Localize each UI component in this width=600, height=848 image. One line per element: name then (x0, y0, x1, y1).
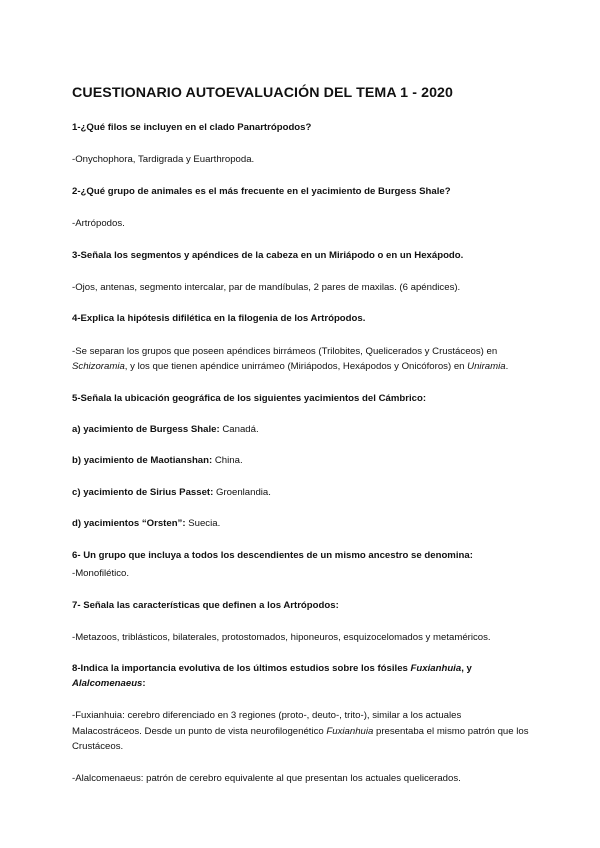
item-answer: China. (214, 455, 243, 467)
question-2: 2-¿Qué grupo de animales es el más frecuente en el yacimiento de Burgess Shale? (72, 185, 451, 197)
question-7: 7- Señala las características que definen a los Artrópodos: (72, 599, 339, 611)
answer-4-text-1: -Se separan los grupos que poseen apéndices birrámeos (Trilobites, Quelicerados y Crustáceos) en (72, 345, 498, 357)
answer-3: -Ojos, antenas, segmento intercalar, par de mandíbulas, 2 pares de maxilas. (6 apéndices). (72, 282, 461, 294)
question-8-text-2: , y (461, 663, 472, 675)
question-8-italic-2: Alalcomenaeus (72, 677, 143, 689)
item-answer: Groenlandia. (215, 486, 271, 498)
answer-2: -Artrópodos. (72, 218, 125, 230)
answer-8-fuxianhuia (72, 708, 532, 754)
item-label: d) yacimientos “Orsten”: (72, 518, 186, 530)
question-5-item-b (72, 454, 532, 468)
answer-1: -Onychophora, Tardigrada y Euarthropoda. (72, 154, 255, 166)
item-answer: Canadá. (222, 424, 259, 436)
question-6: 6- Un grupo que incluya a todos los descendientes de un mismo ancestro se denomina: (72, 549, 473, 561)
question-1: 1-¿Qué filos se incluyen en el clado Panartrópodos? (72, 122, 312, 133)
question-8-text-1: 8-Indica la importancia evolutiva de los últimos estudios sobre los fósiles (72, 663, 408, 675)
answer-8a-text-2: presentaba el mismo patrón que los Crustáceos. (72, 725, 529, 752)
question-5-item-c (72, 486, 532, 500)
answer-4-italic-1: Schizoramia (72, 361, 125, 373)
answer-8a-italic: Fuxianhuia (326, 725, 374, 737)
document-body (72, 85, 532, 804)
item-label: b) yacimiento de Maotianshan: (72, 455, 213, 467)
question-3: 3-Señala los segmentos y apéndices de la cabeza en un Miriápodo o en un Hexápodo. (72, 249, 464, 261)
answer-6: -Monofilético. (72, 568, 130, 580)
item-label: c) yacimiento de Sirius Passet: (72, 486, 214, 498)
question-8-text-3: : (142, 677, 146, 689)
answer-4 (72, 344, 532, 375)
question-4: 4-Explica la hipótesis difilética en la filogenia de los Artrópodos. (72, 313, 366, 325)
answer-4-text-3: . (505, 361, 509, 373)
question-8-italic-1: Fuxianhuia (410, 663, 462, 675)
question-8 (72, 662, 532, 691)
question-5-item-d (72, 517, 532, 531)
answer-7: -Metazoos, triblásticos, bilaterales, protostomados, hiponeuros, esquizocelomados y metaméricos. (72, 631, 491, 643)
question-5: 5-Señala la ubicación geográfica de los siguientes yacimientos del Cámbrico: (72, 392, 427, 404)
item-label: a) yacimiento de Burgess Shale: (72, 424, 220, 436)
question-5-item-a (72, 423, 532, 437)
item-answer: Suecia. (188, 518, 221, 530)
answer-8a-text-1: -Fuxianhuia: cerebro diferenciado en 3 regiones (proto-, deuto-, trito-), similar a los actuales Malacostráceos. Desde un punto de vista neurofilogenético (72, 710, 462, 737)
answer-4-italic-2: Uniramia (467, 361, 506, 373)
document-title: CUESTIONARIO AUTOEVALUACIÓN DEL TEMA 1 - 2020 (72, 85, 454, 101)
answer-8-alalcomenaeus: -Alalcomenaeus: patrón de cerebro equivalente al que presentan los actuales quelicerados. (72, 773, 461, 785)
answer-4-text-2: , y los que tienen apéndice unirrámeo (Miriápodos, Hexápodos y Onicóforos) en (124, 361, 465, 373)
